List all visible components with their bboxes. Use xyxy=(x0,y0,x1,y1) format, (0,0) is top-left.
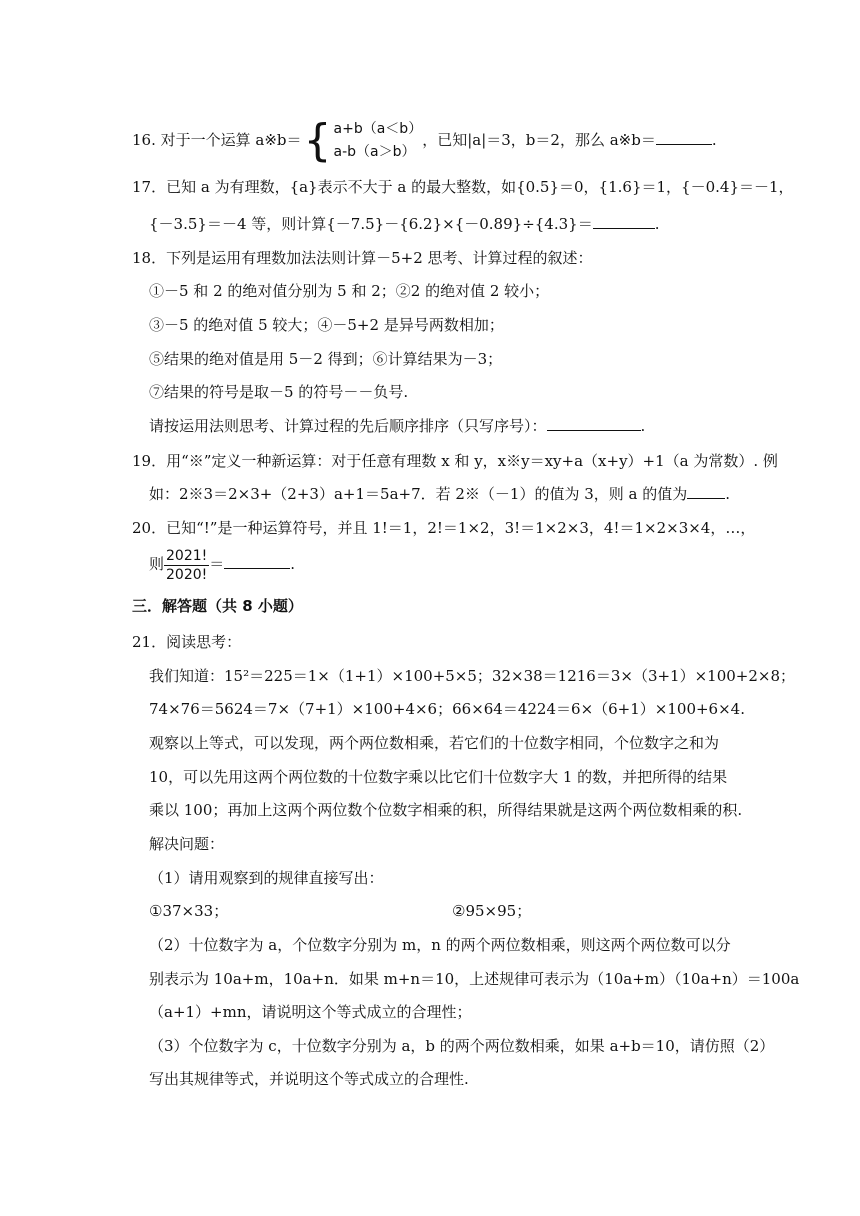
equals-sign: ＝ xyxy=(209,555,225,573)
factorial-fraction xyxy=(164,547,209,584)
question-21-item-1: ①37×33； xyxy=(149,902,229,920)
question-21-line-1: 我们知道：15²＝225＝1×（1+1）×100+5×5；32×38＝1216＝3×（3+1）×100+2×8； xyxy=(149,667,796,685)
question-21-line-2: 74×76＝5624＝7×（7+1）×100+4×6；66×64＝4224＝6×（6+1）×100+6×4. xyxy=(149,700,745,718)
period: . xyxy=(711,131,717,149)
question-18-line-3: ③－5 的绝对值 5 较大；④－5+2 是异号两数相加； xyxy=(149,316,504,334)
left-brace-icon: { xyxy=(303,115,332,166)
period: . xyxy=(640,417,646,435)
question-20-line-1: 20．已知“!”是一种运算符号，并且 1!＝1，2!＝1×2，3!＝1×2×3，4!＝1×2×3×4，…， xyxy=(132,519,756,537)
answer-blank[interactable] xyxy=(656,130,712,145)
piecewise-cases xyxy=(334,118,423,164)
question-18-line-6 xyxy=(149,416,645,436)
question-17-line-2 xyxy=(149,214,659,234)
period: . xyxy=(725,485,731,503)
question-21-item-2: ②95×95； xyxy=(452,902,532,920)
question-21-line-10: 别表示为 10a+m，10a+n．如果 m+n＝10，上述规律可表示为（10a+m）（10a+n）＝100a xyxy=(149,970,800,988)
question-18-line-4: ⑤结果的绝对值是用 5－2 得到；⑥计算结果为－3； xyxy=(149,350,503,368)
question-17-text: {－3.5}＝－4 等，则计算{－7.5}－{6.2}×{－0.89}÷{4.3}＝ xyxy=(149,215,593,233)
question-21-line-6: 解决问题： xyxy=(149,835,225,853)
question-16-number: 16. xyxy=(132,131,156,149)
period: . xyxy=(290,555,296,573)
question-21-line-11: （a+1）+mn，请说明这个等式成立的合理性； xyxy=(149,1003,472,1021)
question-20-line-2 xyxy=(149,544,295,584)
question-21-line-13: 写出其规律等式，并说明这个等式成立的合理性. xyxy=(149,1070,469,1088)
case-2: a-b（a＞b） xyxy=(333,144,416,160)
answer-blank[interactable] xyxy=(224,554,290,569)
question-21-line-5: 乘以 100；再加上这两个两位数个位数字相乘的积，所得结果就是这两个两位数相乘的积. xyxy=(149,801,743,819)
question-17-line-1: 17．已知 a 为有理数，{a}表示不大于 a 的最大整数，如{0.5}＝0，{1.6}＝1，{－0.4}＝－1， xyxy=(132,178,794,196)
question-19-line-2 xyxy=(149,484,730,504)
question-21-line-3: 观察以上等式，可以发现，两个两位数相乘，若它们的十位数字相同，个位数字之和为 xyxy=(149,734,720,752)
question-21-line-12: （3）个位数字为 c，十位数字分别为 a，b 的两个两位数相乘，如果 a+b＝10，请仿照（2） xyxy=(149,1037,775,1055)
question-21-title: 21．阅读思考： xyxy=(132,633,242,651)
question-20-prefix: 则 xyxy=(149,555,165,573)
question-21-line-7: （1）请用观察到的规律直接写出： xyxy=(149,869,384,887)
question-16 xyxy=(132,115,717,166)
question-21-line-9: （2）十位数字为 a，个位数字分别为 m，n 的两个两位数相乘，则这两个两位数可以分 xyxy=(149,936,731,954)
section-heading: 三．解答题（共 8 小题） xyxy=(132,597,303,615)
question-19-line-1: 19．用“※”定义一种新运算：对于任意有理数 x 和 y，x※y＝xy+a（x+y）+1（a 为常数）. 例 xyxy=(132,452,778,470)
answer-blank[interactable] xyxy=(547,416,641,431)
answer-blank[interactable] xyxy=(593,214,655,229)
question-16-text: ，已知|a|＝3，b＝2，那么 a※b＝ xyxy=(422,131,656,149)
answer-blank[interactable] xyxy=(687,484,725,499)
case-1: a+b（a＜b） xyxy=(333,121,423,137)
question-18-text: 请按运用法则思考、计算过程的先后顺序排序（只写序号）： xyxy=(149,417,547,435)
question-19-text: 如：2※3＝2×3+（2+3）a+1＝5a+7．若 2※（－1）的值为 3，则 a 的值为 xyxy=(149,485,688,503)
question-18-line-5: ⑦结果的符号是取－5 的符号－－负号. xyxy=(149,383,409,401)
period: . xyxy=(654,215,660,233)
question-18-line-1: 18．下列是运用有理数加法法则计算－5+2 思考、计算过程的叙述： xyxy=(132,249,593,267)
question-18-line-2: ①－5 和 2 的绝对值分别为 5 和 2；②2 的绝对值 2 较小； xyxy=(149,282,550,300)
fraction-numerator: 2021! xyxy=(166,547,208,564)
fraction-denominator: 2020! xyxy=(166,566,208,583)
question-16-prefix: 对于一个运算 a※b＝ xyxy=(160,131,302,149)
question-21-line-4: 10，可以先用这两个两位数的十位数字乘以比它们十位数字大 1 的数，并把所得的结果 xyxy=(149,768,728,786)
